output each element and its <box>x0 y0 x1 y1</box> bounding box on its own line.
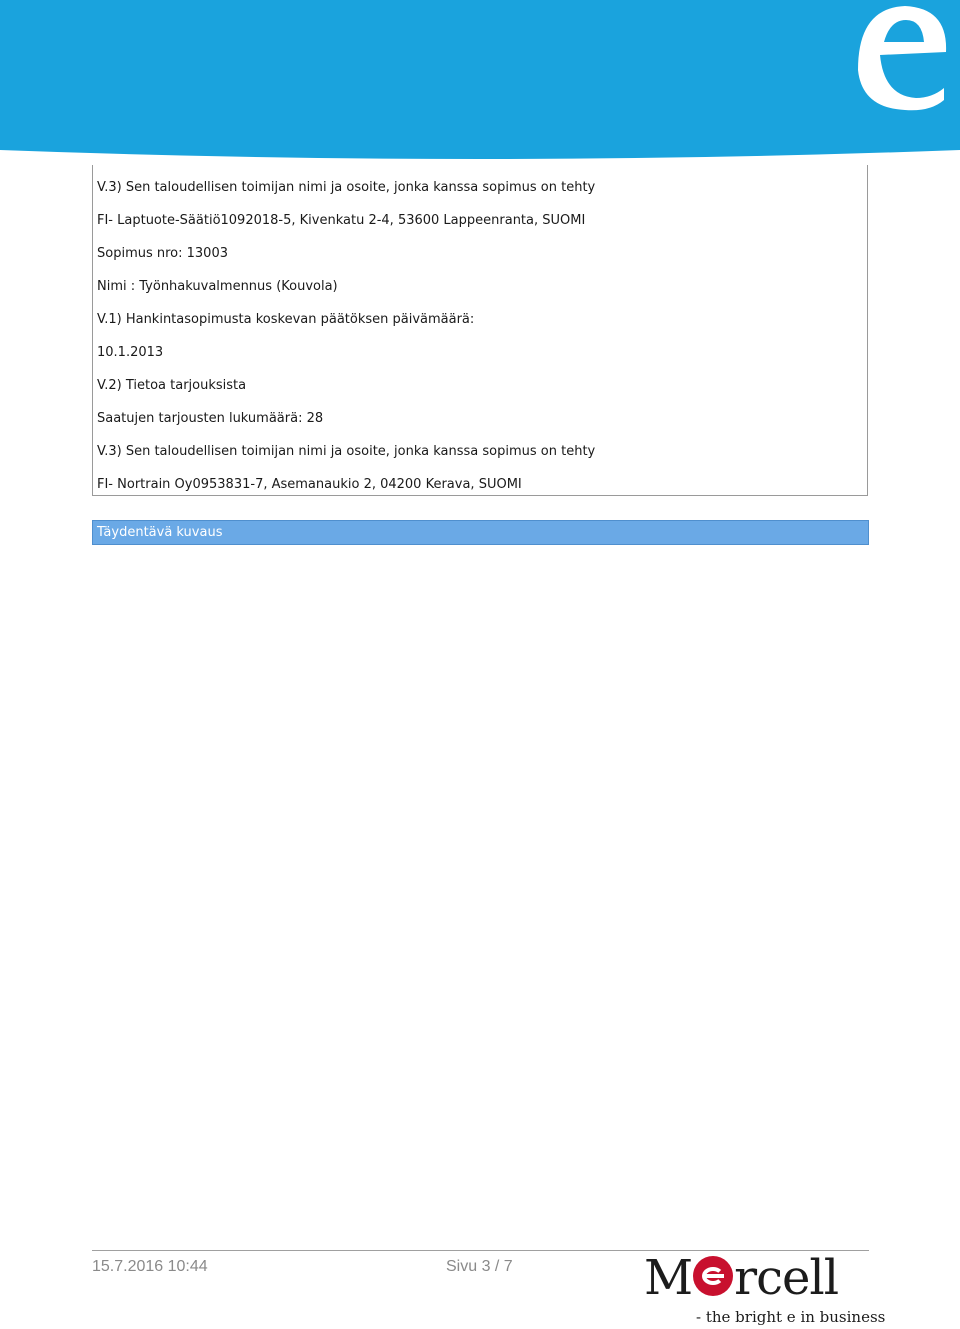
logo-e-icon <box>693 1256 733 1296</box>
economic-operator-heading-2: V.3) Sen taloudellisen toimijan nimi ja osoite, jonka kanssa sopimus on tehty <box>97 444 596 459</box>
section-title: Täydentävä kuvaus <box>97 525 223 540</box>
operator-address-2: FI- Nortrain Oy0953831-7, Asemanaukio 2, 04200 Kerava, SUOMI <box>97 477 522 492</box>
supplementary-description-header <box>92 520 869 545</box>
footer-date: 15.7.2016 10:44 <box>92 1258 208 1275</box>
decision-date-heading: V.1) Hankintasopimusta koskevan päätöksen päivämäärä: <box>97 312 475 327</box>
contract-number: Sopimus nro: 13003 <box>97 246 228 261</box>
decision-date-value: 10.1.2013 <box>97 345 164 360</box>
logo-letter-m: M <box>644 1250 693 1306</box>
contract-details-box <box>92 165 868 496</box>
logo-tagline: - the bright e in business <box>696 1308 886 1326</box>
tenders-received-count: Saatujen tarjousten lukumäärä: 28 <box>97 411 324 426</box>
logo-wordmark <box>644 1252 838 1304</box>
economic-operator-heading-1: V.3) Sen taloudellisen toimijan nimi ja osoite, jonka kanssa sopimus on tehty <box>97 180 596 195</box>
header-banner <box>0 0 960 170</box>
tenders-info-heading: V.2) Tietoa tarjouksista <box>97 378 247 393</box>
contract-name: Nimi : Työnhakuvalmennus (Kouvola) <box>97 279 338 294</box>
marcell-logo <box>644 1250 886 1326</box>
header-wave-graphic <box>0 0 960 170</box>
footer-page-number: Sivu 3 / 7 <box>446 1258 513 1275</box>
logo-letters-rcell: rcell <box>734 1250 839 1306</box>
operator-address-1: FI- Laptuote-Säätiö1092018-5, Kivenkatu 2-4, 53600 Lappeenranta, SUOMI <box>97 213 586 228</box>
